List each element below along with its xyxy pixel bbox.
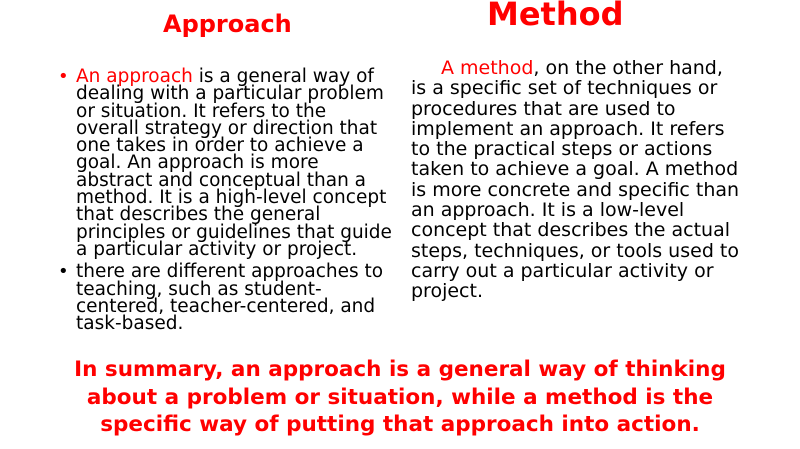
- approach-examples: there are different approaches to teaching, such as student-centered, teacher-centered, and task-based.: [76, 261, 384, 335]
- method-paragraph: [411, 58, 741, 302]
- summary-statement: In summary, an approach is a general way of thinking about a problem or situation, while a method is the specific way of putting that approach into action.: [74, 357, 726, 437]
- method-title: Method: [487, 0, 624, 33]
- bullet-dot-icon: •: [58, 261, 69, 283]
- approach-bullet-1: [58, 68, 392, 258]
- approach-bullet-list: [58, 68, 392, 337]
- method-term: A method: [441, 57, 534, 79]
- approach-term: An approach: [76, 66, 193, 87]
- approach-bullet-2: [58, 261, 392, 335]
- approach-definition: is a general way of dealing with a particular problem or situation. It refers to the overall strategy or direction that one takes in order to achieve a goal. An approach is more abstract and conceptual than a method. It is a high-level concept that describes the general principles or guidelines that guide a particular activity or project.: [76, 66, 392, 260]
- bullet-dot-icon: •: [58, 66, 69, 87]
- method-definition: , on the other hand, is a specific set of techniques or procedures that are used to implement an approach. It refers to the practical steps or actions taken to achieve a goal. A method is more concrete and specific than an approach. It is a low-level concept that describes the actual steps, techniques, or tools used to carry out a particular activity or project.: [411, 57, 740, 303]
- approach-title: Approach: [163, 10, 292, 38]
